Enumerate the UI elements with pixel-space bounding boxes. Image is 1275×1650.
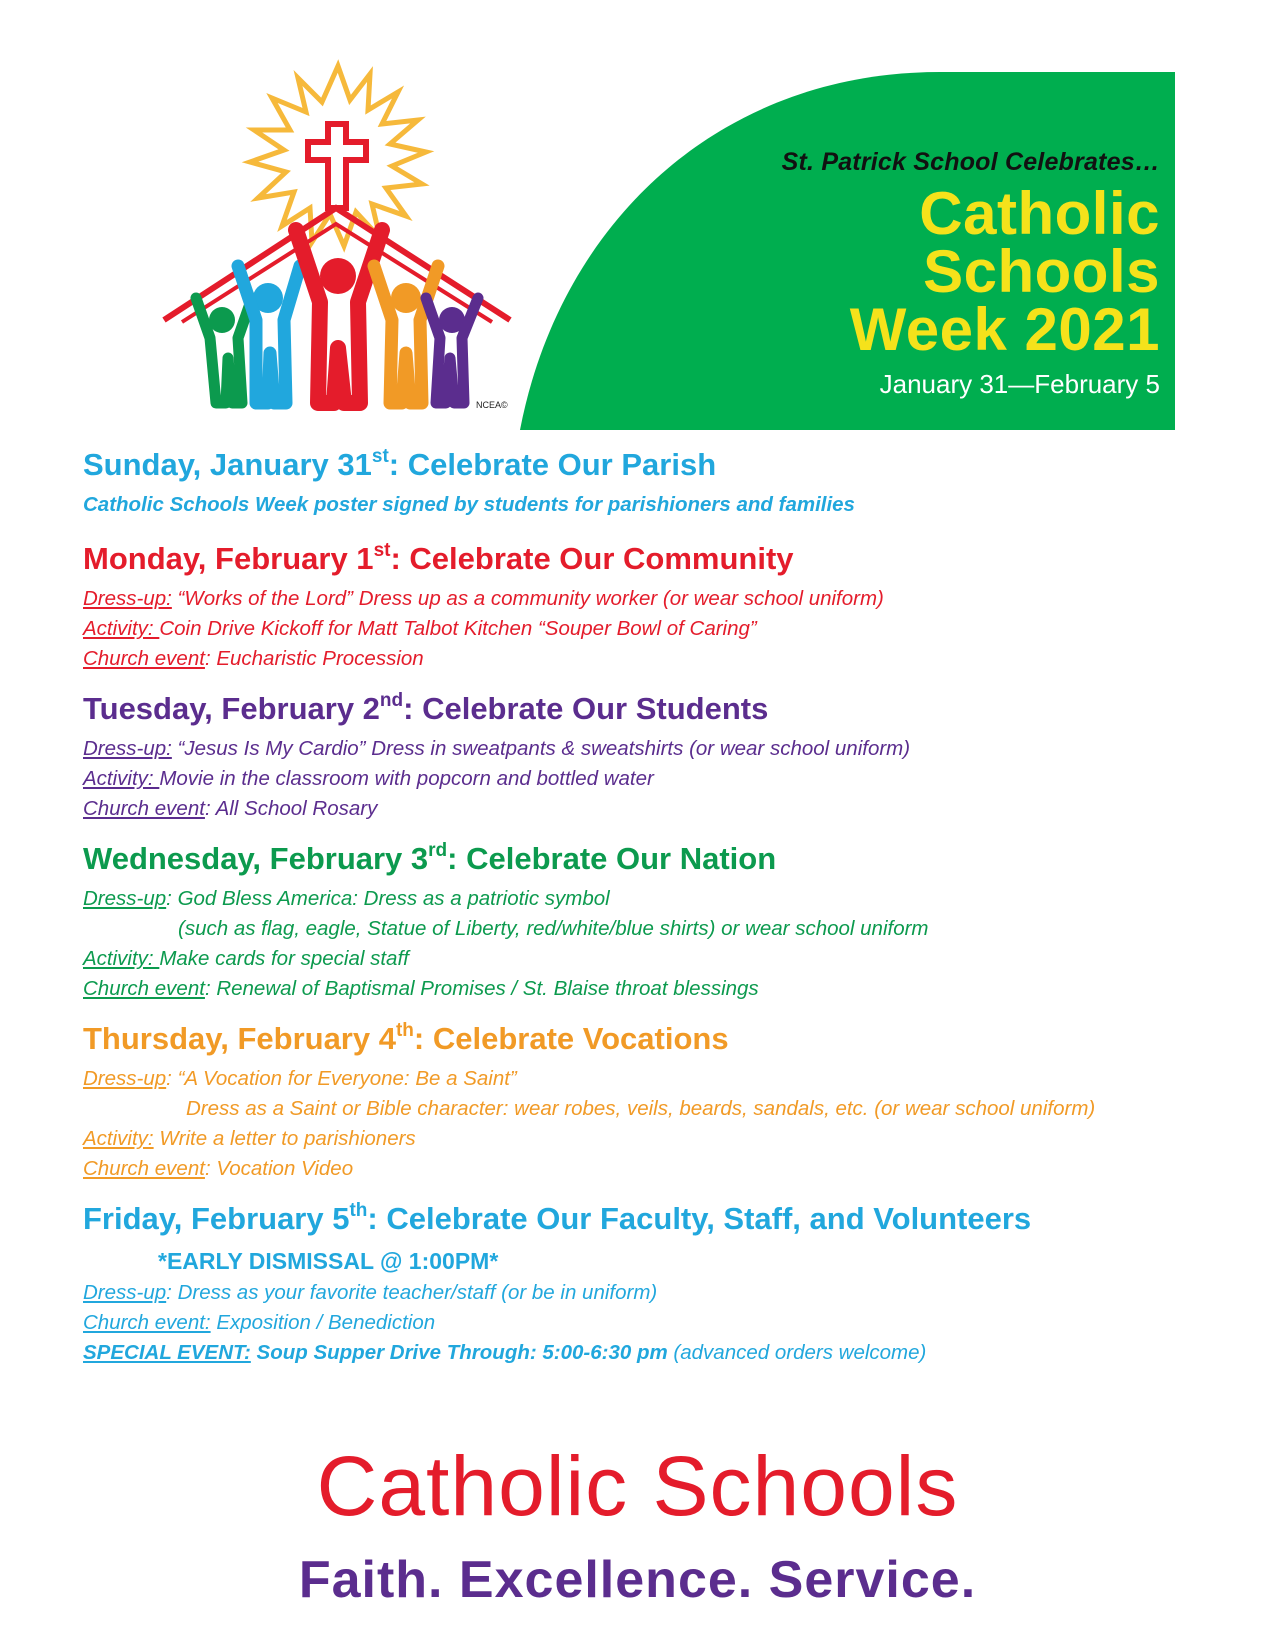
dress-up-label: Dress-up: [83, 737, 172, 760]
dress-up-line [83, 1278, 1223, 1308]
heading-ordinal: rd [428, 839, 448, 861]
church-event-text: : Renewal of Baptismal Promises / St. Blaise throat blessings [204, 977, 759, 1000]
activity-label: Activity: [83, 767, 160, 790]
dress-up-text: “Works of the Lord” Dress up as a community worker (or wear school uniform) [171, 587, 884, 610]
footer-tagline: Faith. Excellence. Service. [298, 1551, 977, 1609]
dress-up-label: Dress-up [83, 1281, 167, 1304]
activity-text: Write a letter to parishioners [153, 1127, 416, 1150]
logo-credit: NCEA© [476, 400, 508, 410]
day-heading [83, 1200, 1223, 1238]
day-description: Catholic Schools Week poster signed by students for parishioners and families [83, 493, 855, 516]
church-event-label: Church event [83, 647, 205, 670]
early-dismissal-notice: *EARLY DISMISSAL @ 1:00PM* [158, 1248, 499, 1274]
day-thursday [83, 1020, 1223, 1184]
heading-theme: : Celebrate Vocations [413, 1021, 729, 1056]
day-heading [83, 1020, 1223, 1058]
heading-date: Tuesday, February 2 [83, 691, 380, 726]
day-tuesday [83, 690, 1223, 824]
heading-theme: : Celebrate Our Parish [388, 447, 717, 482]
heading-ordinal: nd [379, 689, 404, 711]
church-event-line [83, 974, 1223, 1004]
special-event-label: SPECIAL EVENT: [83, 1341, 251, 1364]
day-heading [83, 690, 1223, 728]
church-event-line [83, 1308, 1223, 1338]
activity-line [83, 764, 1223, 794]
activity-line [83, 614, 1223, 644]
heading-ordinal: st [373, 539, 391, 561]
day-friday [83, 1200, 1223, 1368]
dress-up-label: Dress-up [83, 887, 167, 910]
heading-date: Friday, February 5 [83, 1201, 350, 1236]
heading-ordinal: st [371, 445, 389, 467]
special-event-line [83, 1338, 1223, 1368]
heading-theme: : Celebrate Our Nation [447, 841, 777, 876]
banner-title-line2: Schools [923, 238, 1160, 305]
dress-up-text: : God Bless America: Dress as a patriotic symbol [166, 887, 610, 910]
dress-up-line [83, 1064, 1223, 1094]
heading-theme: : Celebrate Our Community [390, 541, 794, 576]
church-event-text: : All School Rosary [204, 797, 378, 820]
heading-date: Thursday, February 4 [83, 1021, 396, 1056]
church-event-label: Church event [83, 1157, 205, 1180]
day-heading [83, 840, 1223, 878]
church-event-line [83, 644, 1223, 674]
day-sunday [83, 446, 1223, 520]
banner-title-line1: Catholic [919, 180, 1160, 247]
special-event-title: Soup Supper Drive Through: 5:00-6:30 pm [250, 1341, 668, 1364]
banner-dates: January 31—February 5 [879, 369, 1160, 399]
church-event-line [83, 794, 1223, 824]
banner-text [782, 148, 1160, 400]
church-event-label: Church event [83, 797, 205, 820]
activity-label: Activity: [83, 1127, 154, 1150]
heading-theme: : Celebrate Our Students [403, 691, 769, 726]
banner-subtitle: St. Patrick School Celebrates… [781, 148, 1160, 176]
day-heading [83, 446, 1223, 484]
church-event-text: : Vocation Video [204, 1157, 354, 1180]
activity-label: Activity: [83, 617, 160, 640]
day-heading [83, 540, 1223, 578]
activity-text: Make cards for special staff [159, 947, 409, 970]
cswk-logo [160, 58, 540, 438]
day-wednesday [83, 840, 1223, 1004]
dress-up-text: : “A Vocation for Everyone: Be a Saint” [166, 1067, 517, 1090]
dress-up-label: Dress-up: [83, 587, 172, 610]
special-event-note: (advanced orders welcome) [667, 1341, 927, 1364]
heading-ordinal: th [395, 1019, 414, 1041]
activity-line [83, 944, 1223, 974]
dress-up-label: Dress-up [83, 1067, 167, 1090]
dress-up-text: “Jesus Is My Cardio” Dress in sweatpants & sweatshirts (or wear school uniform) [171, 737, 911, 760]
activity-label: Activity: [83, 947, 160, 970]
activity-line [83, 1124, 1223, 1154]
footer-title: Catholic Schools [316, 1439, 959, 1533]
activity-text: Movie in the classroom with popcorn and bottled water [159, 767, 654, 790]
activity-text: Coin Drive Kickoff for Matt Talbot Kitchen “Souper Bowl of Caring” [159, 617, 757, 640]
cross-icon [308, 124, 366, 208]
heading-date: Monday, February 1 [83, 541, 374, 576]
people-icon [196, 230, 478, 403]
heading-theme: : Celebrate Our Faculty, Staff, and Volunteers [367, 1201, 1032, 1236]
heading-ordinal: th [349, 1199, 368, 1221]
day-monday [83, 540, 1223, 674]
dress-up-line [83, 884, 1223, 914]
dress-up-text: : Dress as your favorite teacher/staff (or be in uniform) [166, 1281, 658, 1304]
dress-up-line [83, 734, 1223, 764]
church-event-label: Church event: [83, 1311, 211, 1334]
heading-date: Sunday, January 31 [83, 447, 372, 482]
church-event-text: Exposition / Benediction [210, 1311, 436, 1334]
church-event-label: Church event [83, 977, 205, 1000]
schedule [83, 446, 1223, 1378]
banner-title-line3: Week 2021 [849, 296, 1160, 363]
dress-up-continued: Dress as a Saint or Bible character: wear robes, veils, beards, sandals, etc. (or wear school uniform) [186, 1097, 1096, 1120]
church-event-line [83, 1154, 1223, 1184]
church-event-text: : Eucharistic Procession [204, 647, 424, 670]
dress-up-continued: (such as flag, eagle, Statue of Liberty, red/white/blue shirts) or wear school uniform [178, 917, 929, 940]
dress-up-line [83, 584, 1223, 614]
heading-date: Wednesday, February 3 [83, 841, 429, 876]
